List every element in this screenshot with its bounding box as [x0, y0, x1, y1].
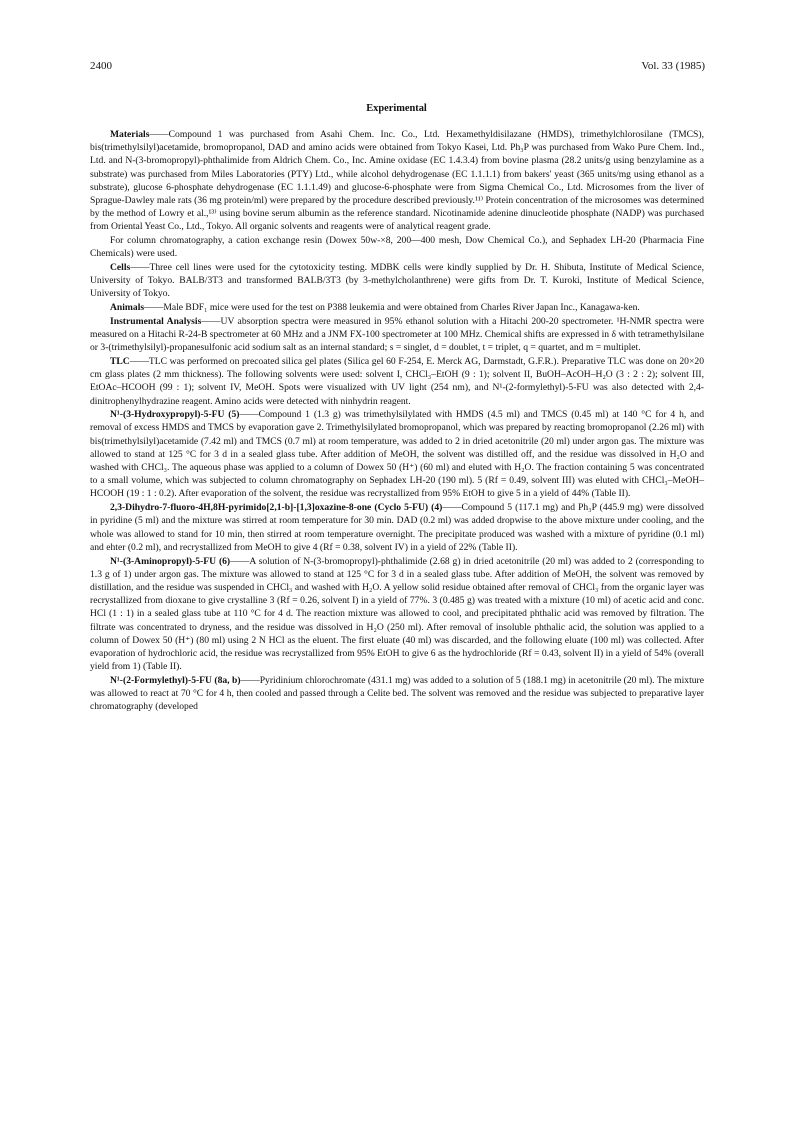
paragraph-text: For column chromatography, a cation exchange resin (Dowex 50w-×8, 200—400 mesh, Dow Chemical Co.), and Sephadex LH-20 (Pharmacia Fine Chemicals) were used.	[90, 235, 704, 260]
paragraph-lead: Cells	[110, 262, 131, 274]
paragraph-text: A solution of N-(3-bromopropyl)-phthalimide (2.68 g) in dried acetonitrile (20 ml) was added to 2 (corresponding to 1.3 g of 1) under argon gas. The mixture was allowed to stand at 125 °C for 3 d in a sealed glass tube. After addition of MeOH, the solvent was removed by distillation, and the residue was suspended in CHCl₃ and washed with H₂O. A yellow solid residue obtained after removal of CHCl₃ from the organic layer was recrystallized from dioxane to give crystalline 3 (Rf = 0.26, solvent I) in a yield of 77%. 3 (0.485 g) was treated with a mixture (10 ml) of acetic acid and conc. HCl (1 : 1) in a sealed glass tube at 110 °C for 4 d. The reaction mixture was allowed to cool, and precipitated phthalic acid was removed by filtration. The filtrate was concentrated to dryness, and the residue was dissolved in H₂O (250 ml). After removal of insoluble phthalic acid, the solution was applied to a column of Dowex 50 (H⁺) (80 ml) using 2 N HCl as the eluent. The first eluate (40 ml) was discarded, and the following eluate (100 ml) was collected. After evaporation of hydrochloric acid, the residue was recrystallized from 95% EtOH to give 6 as the hydrochloride (Rf = 0.43, solvent II) in a yield of 54% (overall yield from 1) (Table II).	[90, 555, 704, 673]
paragraph-text: TLC was performed on precoated silica gel plates (Silica gel 60 F-254, E. Merck AG, Darmstadt, G.F.R.). Preparative TLC was done on 20×20 cm glass plates (2 mm thickness). The following solvents were used: solvent I, CHCl₃–EtOH (9 : 1); solvent II, BuOH–AcOH–H₂O (3 : 2 : 2); solvent III, EtOAc–HCOOH (99 : 1); solvent IV, MeOH. Spots were visualized with UV light (254 nm), and N¹-(2-formylethyl)-5-FU was also detected with 2,4-dinitrophenylhydrazine reagent. Amino acids were detected with ninhydrin reagent.	[90, 355, 704, 407]
paragraph-text: Male BDF₁ mice were used for the test on P388 leukemia and were obtained from Charles River Japan Inc., Kanagawa-ken.	[163, 302, 640, 314]
paragraph-chromatography	[90, 234, 704, 260]
paragraph-text: UV absorption spectra were measured in 95% ethanol solution with a Hitachi 200-20 spectrometer. ¹H-NMR spectra were measured on a Hitachi R-24-B spectrometer at 60 MHz and a JNM FX-100 spectrometer at 100 MHz. Chemical shifts are expressed in δ with tetramethylsilane or 3-(trimethylsilyl)-propanesulfonic acid sodium salt as an internal standard; s = singlet, d = doublet, t = triplet, q = quartet, and m = multiplet.	[90, 315, 704, 354]
experimental-body	[90, 128, 704, 714]
paragraph-compound-6	[90, 555, 704, 674]
paragraph-animals	[90, 301, 704, 314]
page-header	[90, 60, 705, 72]
paragraph-lead: N¹-(2-Formylethyl)-5-FU (8a, b)	[110, 674, 241, 686]
section-title: Experimental	[366, 103, 427, 114]
paragraph-cells	[90, 261, 704, 301]
paragraph-dash: ——	[240, 674, 260, 686]
paragraph-materials	[90, 128, 704, 234]
paragraph-dash: ——	[149, 129, 169, 140]
paragraph-dash: ——	[201, 315, 221, 327]
volume-info: Vol. 33 (1985)	[641, 60, 705, 72]
paragraph-dash: ——	[129, 355, 149, 367]
paragraph-compound-8	[90, 674, 704, 714]
paragraph-dash: ——	[130, 262, 150, 274]
paragraph-lead: N¹-(3-Hydroxypropyl)-5-FU (5)	[110, 409, 240, 421]
paragraph-text: Pyridinium chlorochromate (431.1 mg) was added to a solution of 5 (188.1 mg) in acetonitrile (20 ml). The mixture was allowed to react at 70 °C for 4 h, then cooled and passed through a Celite bed. The solvent was removed and the residue was subjected to preparative layer chromatography (developed	[90, 674, 704, 713]
paragraph-dash: ——	[239, 409, 259, 421]
paragraph-lead: N¹-(3-Aminopropyl)-5-FU (6)	[110, 555, 231, 567]
paragraph-lead: Animals	[110, 302, 145, 314]
paragraph-text: Three cell lines were used for the cytotoxicity testing. MDBK cells were kindly supplied by Dr. H. Shibuta, Institute of Medical Science, University of Tokyo. BALB/3T3 and transformed BALB/3T3 (by 3-methylcholanthrene) were gifts from Dr. T. Kuroki, Institute of Medical Science, University of Tokyo.	[90, 262, 704, 300]
paragraph-lead: 2,3-Dihydro-7-fluoro-4H,8H-pyrimido[2,1-b]-[1,3]oxazine-8-one (Cyclo 5-FU) (4)	[110, 502, 443, 514]
paragraph-text: Compound 1 was purchased from Asahi Chem. Inc. Co., Ltd. Hexamethyldisilazane (HMDS), trimethylchlorosilane (TMCS), bis(trimethylsilyl)acetamide, bromopropanol, DAD and amino acids were obtained from Tokyo Kasei, Ltd. Ph₃P was purchased from Wako Pure Chem. Ind., Ltd. and N-(3-bromopropyl)-phthalimide from Aldrich Chem. Co., Inc. Amine oxidase (EC 1.4.3.4) from bovine plasma (28.2 units/g using benzylamine as a substrate) was purchased from Miles Laboratories (PTY) Ltd., while alcohol dehydrogenase (EC 1.1.1.1) from bakers' yeast (365 units/mg using ethanol as a substrate), glucose 6-phosphate dehydrogenase (EC 1.1.1.49) and glucose-6-phosphate were from Sigma Chemical Co., Ltd. Microsomes from the liver of Sprague-Dawley male rats (36 mg protein/ml) were prepared by the procedure described previously.¹¹⁾ Protein concentration of the microsomes was determined by the method of Lowry et al.,¹³⁾ using bovine serum albumin as the reference standard. Nicotinamide adenine dinucleotide phosphate (NADP) was purchased from Oriental Yeast Co., Ltd., Tokyo. All organic solvents and reagents were of analytical reagent grade.	[90, 129, 704, 233]
paragraph-compound-4	[90, 501, 704, 554]
paragraph-dash: ——	[144, 302, 164, 314]
paragraph-dash: ——	[230, 555, 250, 567]
page-number: 2400	[90, 60, 112, 72]
paragraph-instrumental-analysis	[90, 315, 704, 355]
paragraph-lead: Materials	[110, 129, 150, 140]
paragraph-tlc	[90, 355, 704, 408]
paragraph-dash: ——	[442, 502, 462, 514]
paragraph-compound-5	[90, 408, 704, 500]
paragraph-text: Compound 5 (117.1 mg) and Ph₃P (445.9 mg) were dissolved in pyridine (5 ml) and the mixture was stirred at room temperature for 30 min. DAD (0.2 ml) was added dropwise to the above mixture under cooling, and the whole was allowed to stand for 10 min, then stirred at room temperature overnight. The precipitate produced was washed with a mixture of pyridine (0.1 ml) and ehter (0.2 ml), and recrystallized from MeOH to give 4 (Rf = 0.38, solvent IV) in a yield of 22% (Table II).	[90, 502, 704, 553]
paragraph-lead: TLC	[110, 355, 130, 367]
paragraph-text: Compound 1 (1.3 g) was trimethylsilylated with HMDS (4.5 ml) and TMCS (0.45 ml) at 140 °C for 4 h, and removal of excess HMDS and TMCS by evaporation gave 2. Trimethylsilylated bromopropanol, which was prepared by reacting bromopropanol (2.26 ml) with bis(trimethylsilyl)acetamide (7.42 ml) and TMCS (0.7 ml) at room temperature, was added to 2 in dried acetonitrile (20 ml) under argon gas. The mixture was allowed to stand at 125 °C for 3 d in a sealed glass tube. After addition of MeOH, the solvent was distilled off, and the residue was dissolved in H₂O and washed with CHCl₃. The aqueous phase was applied to a column of Dowex 50 (H⁺) (60 ml) and eluted with H₂O. The fraction containing 5 was concentrated to a small volume, which was subjected to column chromatography on Sephadex LH-20 (190 ml). 5 (Rf = 0.49, solvent III) was eluted with CHCl₃–MeOH–HCOOH (19 : 1 : 0.2). After evaporation of the solvent, the residue was recrystallized from 95% EtOH to give 5 in a yield of 44% (Table II).	[90, 409, 704, 500]
paragraph-lead: Instrumental Analysis	[110, 315, 202, 327]
